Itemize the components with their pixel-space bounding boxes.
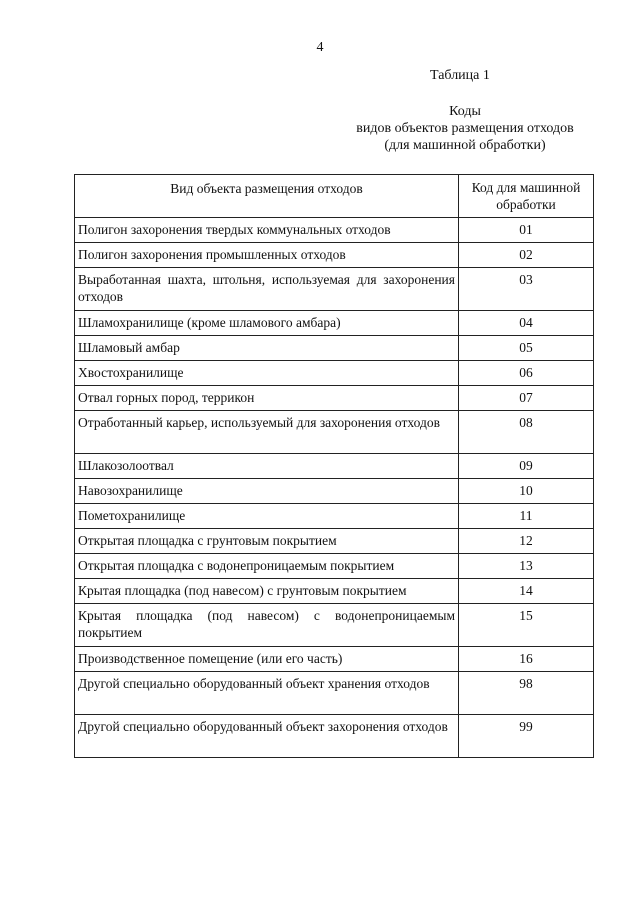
table-label: Таблица 1 <box>430 68 490 83</box>
row-name: Производственное помещение (или его часть) <box>75 647 459 672</box>
row-code: 08 <box>459 411 594 454</box>
table-row <box>75 336 594 361</box>
row-name: Отвал горных пород, террикон <box>75 386 459 411</box>
row-name: Шламохранилище (кроме шламового амбара) <box>75 311 459 336</box>
table-row <box>75 715 594 758</box>
table-row <box>75 479 594 504</box>
table-row <box>75 672 594 715</box>
row-code: 01 <box>459 218 594 243</box>
row-name: Открытая площадка с водонепроницаемым покрытием <box>75 554 459 579</box>
row-code: 04 <box>459 311 594 336</box>
row-code: 03 <box>459 268 594 311</box>
table-row <box>75 361 594 386</box>
table-caption <box>330 103 600 154</box>
header-code: Код для машинной обработки <box>459 175 594 218</box>
row-code: 02 <box>459 243 594 268</box>
row-code: 10 <box>459 479 594 504</box>
waste-object-codes-table <box>74 174 594 758</box>
row-name: Полигон захоронения промышленных отходов <box>75 243 459 268</box>
table-row <box>75 504 594 529</box>
row-code: 05 <box>459 336 594 361</box>
row-name: Пометохранилище <box>75 504 459 529</box>
row-name: Крытая площадка (под навесом) с грунтовым покрытием <box>75 579 459 604</box>
row-code: 09 <box>459 454 594 479</box>
table-row <box>75 579 594 604</box>
page-number: 4 <box>316 40 324 55</box>
table-row <box>75 411 594 454</box>
table-row <box>75 243 594 268</box>
row-name: Крытая площадка (под навесом) с водонепроницаемым покрытием <box>75 604 459 647</box>
row-code: 06 <box>459 361 594 386</box>
row-name: Навозохранилище <box>75 479 459 504</box>
row-code: 12 <box>459 529 594 554</box>
table-row <box>75 218 594 243</box>
row-name: Отработанный карьер, используемый для захоронения отходов <box>75 411 459 454</box>
header-object-type: Вид объекта размещения отходов <box>75 175 459 218</box>
row-code: 11 <box>459 504 594 529</box>
row-code: 14 <box>459 579 594 604</box>
table-row <box>75 529 594 554</box>
row-code: 07 <box>459 386 594 411</box>
row-code: 13 <box>459 554 594 579</box>
table-row <box>75 604 594 647</box>
table-row <box>75 311 594 336</box>
table-row <box>75 454 594 479</box>
table-row <box>75 554 594 579</box>
table-header-row <box>75 175 594 218</box>
row-name: Открытая площадка с грунтовым покрытием <box>75 529 459 554</box>
row-code: 99 <box>459 715 594 758</box>
table-row <box>75 647 594 672</box>
table-row <box>75 386 594 411</box>
row-name: Полигон захоронения твердых коммунальных отходов <box>75 218 459 243</box>
row-name: Хвостохранилище <box>75 361 459 386</box>
row-name: Выработанная шахта, штольня, используемая для захоронения отходов <box>75 268 459 311</box>
caption-line-3: (для машинной обработки) <box>384 138 546 153</box>
table-row <box>75 268 594 311</box>
row-code: 15 <box>459 604 594 647</box>
caption-line-2: видов объектов размещения отходов <box>356 121 574 136</box>
row-name: Шлакозолоотвал <box>75 454 459 479</box>
row-code: 16 <box>459 647 594 672</box>
caption-line-1: Коды <box>449 104 481 119</box>
row-name: Другой специально оборудованный объект хранения отходов <box>75 672 459 715</box>
row-name: Другой специально оборудованный объект захоронения отходов <box>75 715 459 758</box>
row-code: 98 <box>459 672 594 715</box>
row-name: Шламовый амбар <box>75 336 459 361</box>
